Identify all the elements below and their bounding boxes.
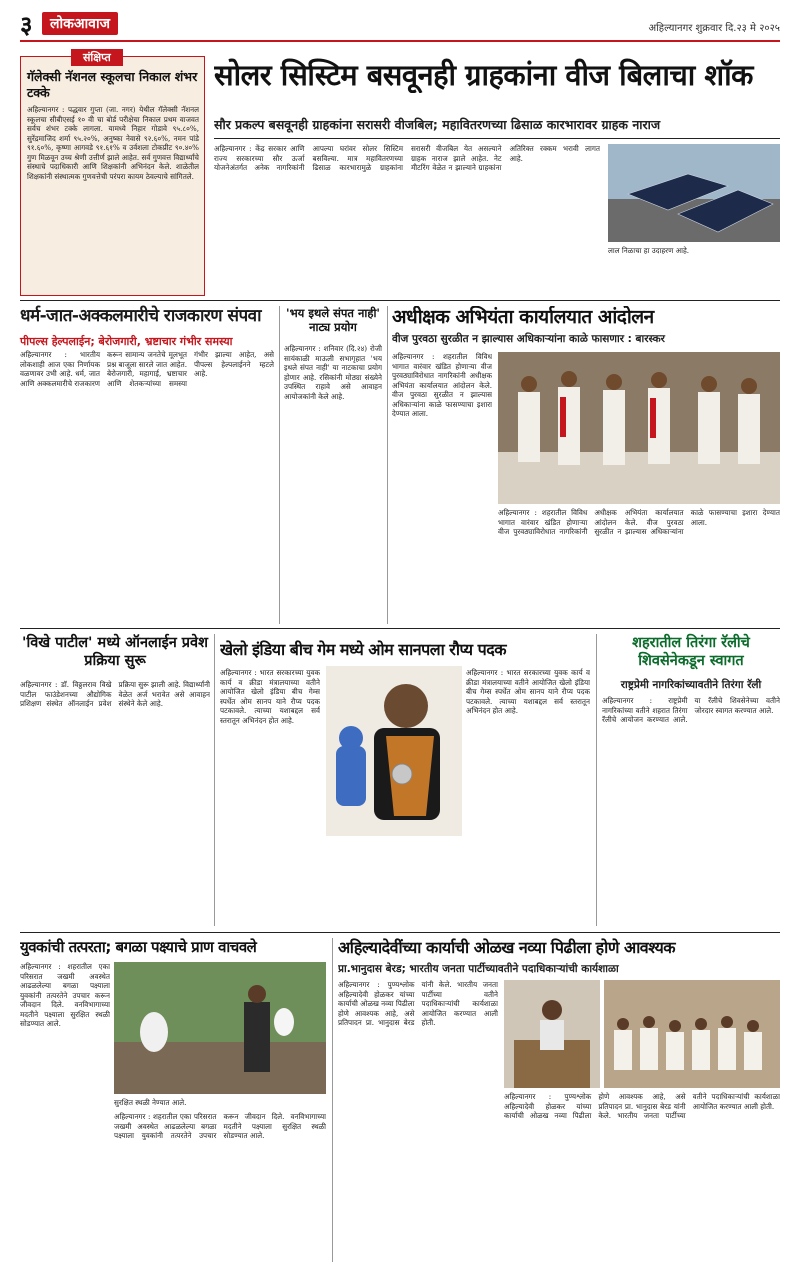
admission-body: अहिल्यानगर : डॉ. विठ्ठलराव विखे पाटील फाउंडेशनच्या औद्योगिक प्रशिक्षण संस्थेत ऑनलाईन प्रवेश प्रक्रिया सुरू झाली आहे. विद्यार्थ्यांनी वेळेत अर्ज भरावेत असे आवाहन संस्थेने केले आहे. [20,680,210,708]
section-rule-2 [20,628,780,629]
solar-photo-caption: लाल निळाचा हा उदाहरण आहे. [608,246,690,255]
newspaper-logo: लोकआवाज [42,12,118,35]
solar-panels-photo [608,144,780,242]
tiranga-headline: शहरातील तिरंगा रॅलीचे शिवसेनेकडून स्वागत [632,635,750,670]
politics-body: अहिल्यानगर : भारतीय लोकशाही आज एका निर्णायक वळणावर उभी आहे. धर्म, जात आणि अक्कलमारीचे राजकारण करून सामान्य जनतेचे मूलभूत प्रश्न बाजूला सारले जात आहेत. बेरोजगारी, महागाई, भ्रष्टाचार आणि शेतकऱ्यांच्या समस्या गंभीर झाल्या आहेत, असे पीपल्स हेल्पलाईनने म्हटले आहे. [20,350,274,388]
politics-subhead: पीपल्स हेल्पलाईन; बेरोजगारी, भ्रष्टाचार गंभीर समस्या [20,335,233,348]
youth-headline: युवकांची तत्परता; बगळा पक्ष्याचे प्राण वाचवले [20,938,257,956]
ahilya-body: अहिल्यानगर : पुण्यश्लोक अहिल्यादेवी होळकर यांच्या कार्याची ओळख नव्या पिढीला होणे आवश्यक आहे, असे प्रतिपादन प्रा. भानुदास बेरड यांनी केले. भारतीय जनता पार्टीच्या वतीने पदाधिकाऱ्यांची कार्यशाळा आयोजित करण्यात आली होती. [338,980,498,1027]
protest-headline: अधीक्षक अभियंता कार्यालयात आंदोलन [392,306,654,328]
column-rule [279,306,280,624]
lead-headline: सोलर सिस्टिम बसवूनही ग्राहकांना वीज बिलाचा शॉक [214,58,753,92]
athlete-photo [326,666,462,836]
column-rule [387,306,388,624]
briefs-headline: गॅलेक्सी नॅशनल स्कूलचा निकाल शंभर टक्के [27,69,198,100]
column-rule [214,634,215,926]
page-number: ३ [20,11,33,39]
youth-body: अहिल्यानगर : शहरातील एका परिसरात जखमी अवस्थेत आढळलेल्या बगळा पक्ष्याला युवकांनी तत्परतेने उपचार करून जीवदान दिले. वनविभागाच्या मदतीने पक्ष्याला सुरक्षित स्थळी सोडण्यात आले. [20,962,110,1028]
sports-body-continued: अहिल्यानगर : भारत सरकारच्या युवक कार्य व क्रीडा मंत्रालयाच्या वतीने आयोजित खेलो इंडिया बीच गेम्स स्पर्धेत ओम सानप याने रौप्य पदक पटकावले. त्याच्या यशाबद्दल सर्व स्तरातून अभिनंदन होत आहे. [466,668,590,715]
ahilya-body-continued: अहिल्यानगर : पुण्यश्लोक अहिल्यादेवी होळकर यांच्या कार्याची ओळख नव्या पिढीला होणे आवश्यक आहे, असे प्रतिपादन प्रा. भानुदास बेरड यांनी केले. भारतीय जनता पार्टीच्या वतीने पदाधिकाऱ्यांची कार्यशाळा आयोजित करण्यात आली होती. [504,1092,780,1120]
briefs-body: अहिल्यानगर : पद्धवार गुप्ता (जा. नगर) येथील गॅलेक्सी नॅशनल स्कूलचा सीबीएसई १० वी चा बोर्ड परीक्षेचा निकाल प्रथम वाजवत सर्वच शंभर टक्के लागला. यामध्ये निहार गोडावे ९५.८०%, सुरेंद्रमाजिद शर्मा ९५.२०%, अनुष्का नेवासे ९२.६०%, नमन पांडे ९१.६०%, कृष्णा आगवडे ९१.६१% व उर्वशला टोकप्रीट ९०.४०% गुण मिळवून उच्च श्रेणी उत्तीर्ण झाले आहेत. सर्व गुणवत्त विद्यार्थ्यांचे संस्थाचे पदाधिकारी आणि शिक्षकांनी अभिनंदन केले. शाळेतील शिक्षकांनी संस्थात्मक गुणवत्तेची परंपरा कायम ठेवल्याचे सांगितले. [27,105,199,181]
masthead [20,8,780,42]
admission-headline: 'विखे पाटील' मध्ये ऑनलाईन प्रवेश प्रक्रिया सुरू [22,635,208,670]
ahilya-subhead: प्रा.भानुदास बेरड; भारतीय जनता पार्टीच्यावतीने पदाधिकाऱ्यांची कार्यशाळा [338,963,619,975]
briefs-box [20,51,205,296]
column-rule [596,634,597,926]
tiranga-subhead: राष्ट्रप्रेमी नागरिकांच्यावतीने तिरंगा रॅली [620,679,762,691]
protest-body-continued: अहिल्यानगर : शहरातील विविध भागात वारंवार खंडित होणाऱ्या वीज पुरवठ्याविरोधात नागरिकांनी अधीक्षक अभियंता कार्यालयात आंदोलन केले. वीज पुरवठा सुरळीत न झाल्यास अधिकाऱ्यांना काळे फासण्याचा इशारा देण्यात आला. [498,508,780,536]
politics-headline: धर्म-जात-अक्कलमारीचे राजकारण संपवा [20,306,262,326]
section-rule-3 [20,932,780,933]
drama-headline: 'भय इथले संपत नाही' नाट्य प्रयोग [286,306,380,335]
protest-photo [498,352,780,504]
column-rule [332,938,333,1262]
workshop-audience-photo [604,980,780,1088]
bird-photo-caption: सुरक्षित स्थळी नेण्यात आले. [114,1098,187,1107]
lead-rule [214,138,780,139]
lead-subhead: सौर प्रकल्प बसवूनही ग्राहकांना सरासरी वीजबिल; महावितरणच्या ढिसाळ कारभारावर ग्राहक नाराज [214,117,661,132]
ahilya-headline: अहिल्यादेवींच्या कार्याची ओळख नव्या पिढीला होणे आवश्यक [338,938,676,957]
sports-headline: खेलो इंडिया बीच गेम मध्ये ओम सानपला रौप्य पदक [220,640,507,659]
sports-body: अहिल्यानगर : भारत सरकारच्या युवक कार्य व क्रीडा मंत्रालयाच्या वतीने आयोजित खेलो इंडिया बीच गेम्स स्पर्धेत ओम सानप याने रौप्य पदक पटकावले. त्याच्या यशाबद्दल सर्व स्तरातून अभिनंदन होत आहे. [220,668,320,725]
drama-body: अहिल्यानगर : शनिवार (दि.२४) रोजी सायंकाळी माऊली सभागृहात 'भय इथले संपत नाही' या नाटकाचा प्रयोग होणार आहे. रसिकांनी मोठ्या संख्येने उपस्थित राहावे असे आवाहन आयोजकांनी केले आहे. [284,344,382,401]
tiranga-body: अहिल्यानगर : राष्ट्रप्रेमी नागरिकांच्या वतीने शहरात तिरंगा रॅलीचे आयोजन करण्यात आले. या रॅलीचे शिवसेनेच्या वतीने जोरदार स्वागत करण्यात आले. [602,696,780,724]
dateline: अहिल्यानगर शुक्रवार दि.२३ मे २०२५ [648,23,780,34]
workshop-speaker-photo [504,980,600,1088]
briefs-tag: संक्षिप्त [71,49,123,66]
protest-subhead: वीज पुरवठा सुरळीत न झाल्यास अधिकाऱ्यांना काळे फासणार : बारस्कर [392,333,665,345]
section-rule-1 [20,300,780,301]
protest-body: अहिल्यानगर : शहरातील विविध भागात वारंवार खंडित होणाऱ्या वीज पुरवठ्याविरोधात नागरिकांनी अधीक्षक अभियंता कार्यालयात आंदोलन केले. वीज पुरवठा सुरळीत न झाल्यास अधिकाऱ्यांना काळे फासण्याचा इशारा देण्यात आला. [392,352,492,418]
youth-body-continued: अहिल्यानगर : शहरातील एका परिसरात जखमी अवस्थेत आढळलेल्या बगळा पक्ष्याला युवकांनी तत्परतेने उपचार करून जीवदान दिले. वनविभागाच्या मदतीने पक्ष्याला सुरक्षित स्थळी सोडण्यात आले. [114,1112,326,1140]
lead-body: अहिल्यानगर : केंद्र सरकार आणि राज्य सरकारच्या सौर ऊर्जा योजनेअंतर्गत अनेक नागरिकांनी आपल्या घरांवर सोलर सिस्टिम बसविल्या. मात्र महावितरणच्या ढिसाळ कारभारामुळे ग्राहकांना सरासरी वीजबिल येत असल्याने ग्राहक नाराज झाले आहेत. नेट मीटरिंग वेळेत न झाल्याने ग्राहकांना अतिरिक्त रक्कम भरावी लागत आहे. [214,144,600,172]
bird-rescue-photo [114,962,326,1094]
